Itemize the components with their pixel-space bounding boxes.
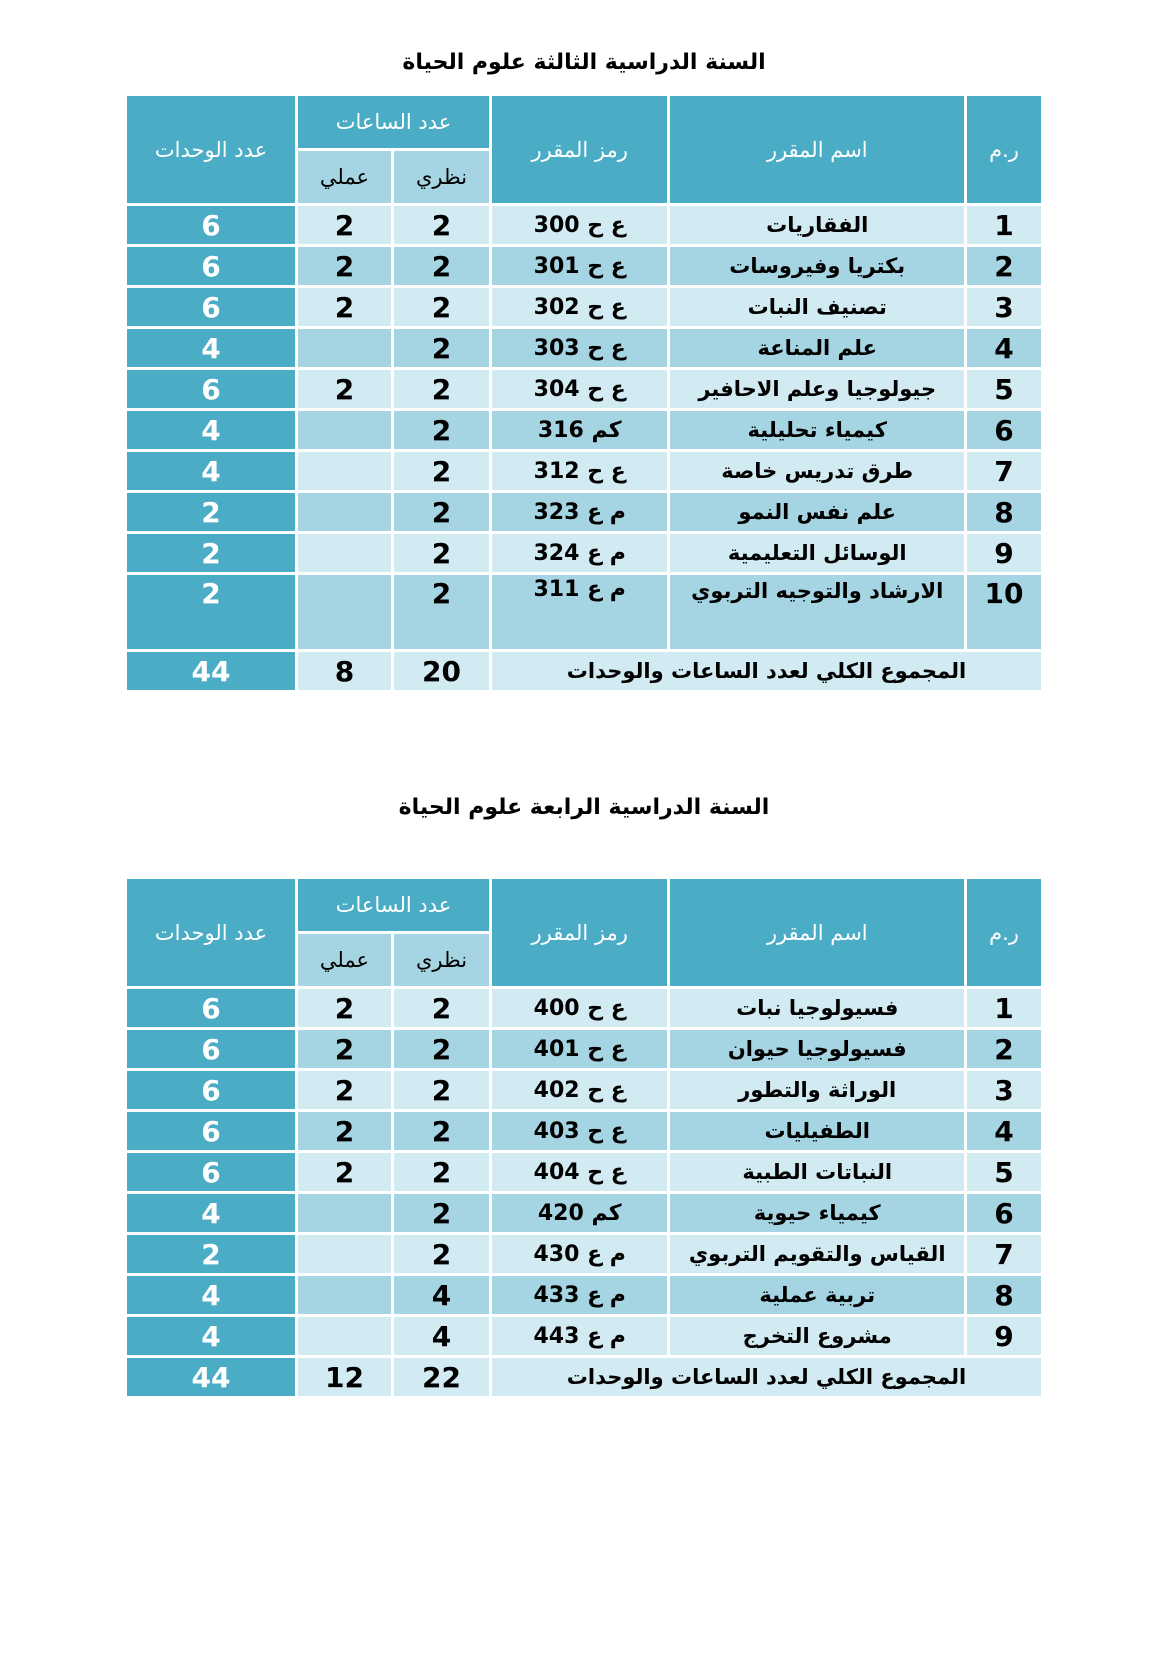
course-name: القياس والتقويم التربوي bbox=[670, 1235, 964, 1273]
table-row bbox=[127, 1194, 1041, 1232]
course-code: ع ح 401 bbox=[492, 1030, 667, 1068]
header-units: عدد الوحدات bbox=[127, 879, 295, 986]
theory-hours: 2 bbox=[394, 329, 489, 367]
practical-hours: 2 bbox=[298, 206, 391, 244]
row-num: 3 bbox=[967, 1071, 1041, 1109]
table-row bbox=[127, 1071, 1041, 1109]
units: 6 bbox=[127, 206, 295, 244]
practical-hours: 2 bbox=[298, 370, 391, 408]
row-num: 2 bbox=[967, 1030, 1041, 1068]
total-row bbox=[127, 1358, 1041, 1396]
practical-hours bbox=[298, 1317, 391, 1355]
theory-hours: 2 bbox=[394, 411, 489, 449]
theory-hours: 2 bbox=[394, 1194, 489, 1232]
header-course-code: رمز المقرر bbox=[492, 96, 667, 203]
practical-hours bbox=[298, 493, 391, 531]
course-name: الفقاريات bbox=[670, 206, 964, 244]
row-num: 1 bbox=[967, 989, 1041, 1027]
units: 6 bbox=[127, 989, 295, 1027]
units: 4 bbox=[127, 411, 295, 449]
row-num: 6 bbox=[967, 1194, 1041, 1232]
course-code: ع ح 312 bbox=[492, 452, 667, 490]
units: 4 bbox=[127, 1276, 295, 1314]
theory-hours: 4 bbox=[394, 1317, 489, 1355]
practical-hours: 2 bbox=[298, 1071, 391, 1109]
units: 2 bbox=[127, 493, 295, 531]
table-row bbox=[127, 288, 1041, 326]
units: 6 bbox=[127, 247, 295, 285]
year3-table bbox=[124, 93, 1044, 693]
course-code: ع ح 304 bbox=[492, 370, 667, 408]
practical-hours: 2 bbox=[298, 288, 391, 326]
table-row bbox=[127, 370, 1041, 408]
row-num: 7 bbox=[967, 1235, 1041, 1273]
row-num: 4 bbox=[967, 1112, 1041, 1150]
total-label: المجموع الكلي لعدد الساعات والوحدات bbox=[492, 1358, 1041, 1396]
total-units: 44 bbox=[127, 652, 295, 690]
header-course-code: رمز المقرر bbox=[492, 879, 667, 986]
total-units: 44 bbox=[127, 1358, 295, 1396]
total-theory: 22 bbox=[394, 1358, 489, 1396]
units: 4 bbox=[127, 329, 295, 367]
course-name: علم نفس النمو bbox=[670, 493, 964, 531]
header-units: عدد الوحدات bbox=[127, 96, 295, 203]
row-num: 9 bbox=[967, 1317, 1041, 1355]
course-code: ع ح 303 bbox=[492, 329, 667, 367]
row-num: 3 bbox=[967, 288, 1041, 326]
total-practical: 8 bbox=[298, 652, 391, 690]
row-num: 5 bbox=[967, 370, 1041, 408]
units: 4 bbox=[127, 452, 295, 490]
total-theory: 20 bbox=[394, 652, 489, 690]
row-num: 5 bbox=[967, 1153, 1041, 1191]
theory-hours: 2 bbox=[394, 575, 489, 649]
theory-hours: 2 bbox=[394, 370, 489, 408]
units: 6 bbox=[127, 370, 295, 408]
units: 4 bbox=[127, 1194, 295, 1232]
course-code: م ع 311 bbox=[492, 575, 667, 649]
table-row bbox=[127, 534, 1041, 572]
header-theory: نظري bbox=[394, 934, 489, 986]
theory-hours: 2 bbox=[394, 1030, 489, 1068]
practical-hours bbox=[298, 411, 391, 449]
course-name: الوراثة والتطور bbox=[670, 1071, 964, 1109]
row-num: 8 bbox=[967, 1276, 1041, 1314]
table-row bbox=[127, 1112, 1041, 1150]
course-name: جيولوجيا وعلم الاحافير bbox=[670, 370, 964, 408]
course-name: الطفيليات bbox=[670, 1112, 964, 1150]
course-code: ع ح 404 bbox=[492, 1153, 667, 1191]
table-row bbox=[127, 1153, 1041, 1191]
row-num: 6 bbox=[967, 411, 1041, 449]
units: 4 bbox=[127, 1317, 295, 1355]
course-code: م ع 430 bbox=[492, 1235, 667, 1273]
table-row bbox=[127, 1317, 1041, 1355]
course-code: ع ح 301 bbox=[492, 247, 667, 285]
theory-hours: 2 bbox=[394, 1153, 489, 1191]
course-code: كم 316 bbox=[492, 411, 667, 449]
row-num: 8 bbox=[967, 493, 1041, 531]
course-name: كيمياء تحليلية bbox=[670, 411, 964, 449]
course-name: النباتات الطبية bbox=[670, 1153, 964, 1191]
theory-hours: 2 bbox=[394, 493, 489, 531]
row-num: 10 bbox=[967, 575, 1041, 649]
table-row bbox=[127, 411, 1041, 449]
course-name: الارشاد والتوجيه التربوي bbox=[670, 575, 964, 649]
course-code: م ع 443 bbox=[492, 1317, 667, 1355]
course-code: م ع 433 bbox=[492, 1276, 667, 1314]
units: 2 bbox=[127, 1235, 295, 1273]
row-num: 7 bbox=[967, 452, 1041, 490]
table-row bbox=[127, 493, 1041, 531]
practical-hours bbox=[298, 1194, 391, 1232]
course-code: ع ح 403 bbox=[492, 1112, 667, 1150]
course-name: بكتريا وفيروسات bbox=[670, 247, 964, 285]
table-row bbox=[127, 1030, 1041, 1068]
header-hours: عدد الساعات bbox=[298, 879, 489, 931]
units: 6 bbox=[127, 1030, 295, 1068]
practical-hours: 2 bbox=[298, 1030, 391, 1068]
header-hours: عدد الساعات bbox=[298, 96, 489, 148]
table-row bbox=[127, 575, 1041, 649]
table-row bbox=[127, 452, 1041, 490]
table-row bbox=[127, 206, 1041, 244]
units: 6 bbox=[127, 1153, 295, 1191]
row-num: 9 bbox=[967, 534, 1041, 572]
year4-title: السنة الدراسية الرابعة علوم الحياة bbox=[398, 795, 770, 820]
table-row bbox=[127, 989, 1041, 1027]
table-row bbox=[127, 1235, 1041, 1273]
theory-hours: 2 bbox=[394, 1112, 489, 1150]
header-practical: عملي bbox=[298, 151, 391, 203]
header-theory: نظري bbox=[394, 151, 489, 203]
units: 2 bbox=[127, 575, 295, 649]
units: 6 bbox=[127, 288, 295, 326]
theory-hours: 2 bbox=[394, 1235, 489, 1273]
course-name: الوسائل التعليمية bbox=[670, 534, 964, 572]
row-num: 4 bbox=[967, 329, 1041, 367]
header-num: ر.م bbox=[967, 879, 1041, 986]
course-name: مشروع التخرج bbox=[670, 1317, 964, 1355]
practical-hours: 2 bbox=[298, 989, 391, 1027]
course-name: فسيولوجيا نبات bbox=[670, 989, 964, 1027]
header-course-name: اسم المقرر bbox=[670, 879, 964, 986]
theory-hours: 2 bbox=[394, 534, 489, 572]
course-code: ع ح 300 bbox=[492, 206, 667, 244]
theory-hours: 2 bbox=[394, 989, 489, 1027]
row-num: 2 bbox=[967, 247, 1041, 285]
units: 6 bbox=[127, 1112, 295, 1150]
practical-hours bbox=[298, 452, 391, 490]
total-practical: 12 bbox=[298, 1358, 391, 1396]
course-code: م ع 323 bbox=[492, 493, 667, 531]
course-name: فسيولوجيا حيوان bbox=[670, 1030, 964, 1068]
header-practical: عملي bbox=[298, 934, 391, 986]
total-row bbox=[127, 652, 1041, 690]
header-num: ر.م bbox=[967, 96, 1041, 203]
units: 2 bbox=[127, 534, 295, 572]
course-name: كيمياء حيوية bbox=[670, 1194, 964, 1232]
theory-hours: 4 bbox=[394, 1276, 489, 1314]
practical-hours bbox=[298, 534, 391, 572]
course-name: علم المناعة bbox=[670, 329, 964, 367]
header-course-name: اسم المقرر bbox=[670, 96, 964, 203]
year3-title: السنة الدراسية الثالثة علوم الحياة bbox=[402, 50, 766, 75]
row-num: 1 bbox=[967, 206, 1041, 244]
theory-hours: 2 bbox=[394, 206, 489, 244]
course-code: ع ح 400 bbox=[492, 989, 667, 1027]
course-code: م ع 324 bbox=[492, 534, 667, 572]
course-name: تربية عملية bbox=[670, 1276, 964, 1314]
practical-hours bbox=[298, 1276, 391, 1314]
table-row bbox=[127, 329, 1041, 367]
table-row bbox=[127, 1276, 1041, 1314]
practical-hours: 2 bbox=[298, 1112, 391, 1150]
total-label: المجموع الكلي لعدد الساعات والوحدات bbox=[492, 652, 1041, 690]
theory-hours: 2 bbox=[394, 452, 489, 490]
practical-hours bbox=[298, 329, 391, 367]
table-row bbox=[127, 247, 1041, 285]
practical-hours bbox=[298, 575, 391, 649]
units: 6 bbox=[127, 1071, 295, 1109]
practical-hours bbox=[298, 1235, 391, 1273]
course-name: تصنيف النبات bbox=[670, 288, 964, 326]
course-name: طرق تدريس خاصة bbox=[670, 452, 964, 490]
course-code: ع ح 302 bbox=[492, 288, 667, 326]
theory-hours: 2 bbox=[394, 288, 489, 326]
theory-hours: 2 bbox=[394, 1071, 489, 1109]
practical-hours: 2 bbox=[298, 1153, 391, 1191]
theory-hours: 2 bbox=[394, 247, 489, 285]
course-code: ع ح 402 bbox=[492, 1071, 667, 1109]
practical-hours: 2 bbox=[298, 247, 391, 285]
year4-table bbox=[124, 876, 1044, 1399]
course-code: كم 420 bbox=[492, 1194, 667, 1232]
